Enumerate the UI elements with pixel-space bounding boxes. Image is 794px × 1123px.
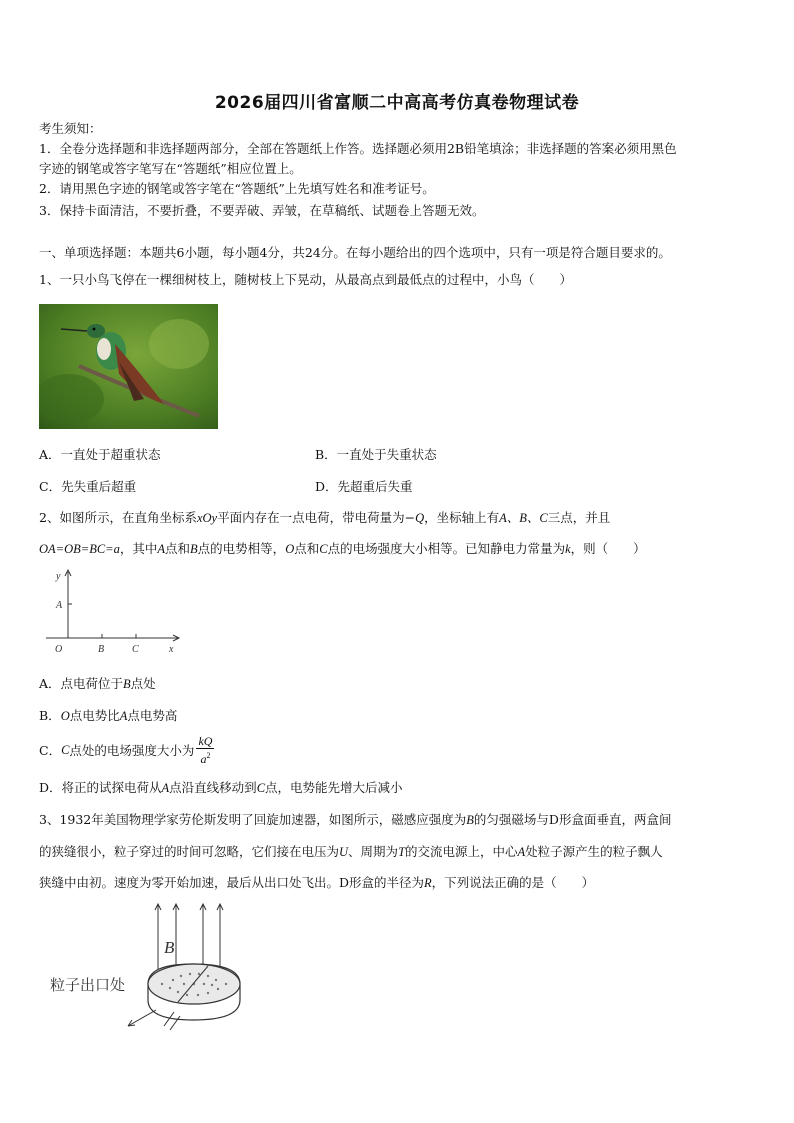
magnetic-field-label: B xyxy=(164,938,175,957)
question-1-stem: 1、一只小鸟飞停在一棵细树枝上，随树枝上下晃动，从最高点到最低点的过程中，小鸟（ ） xyxy=(39,272,572,287)
point-b-label: B xyxy=(98,644,105,655)
particle-exit-label: 粒子出口处 xyxy=(50,978,126,994)
field-strength-fraction: $\frac{kQ}{a^2}$ xyxy=(198,733,213,766)
y-label: y xyxy=(56,571,61,582)
q1-option-c: C．先失重后超重 xyxy=(39,479,137,494)
q2-option-a: A．点电荷位于B点处 xyxy=(39,676,156,691)
q2-option-b: B．O点电势比A点电势高 xyxy=(39,708,178,723)
question-3-line-2: 的狭缝很小，粒子穿过的时间可忽略，它们接在电压为U、周期为T的交流电源上，中心A处粒子源产生的粒子飘人 xyxy=(39,844,663,859)
question-3-line-3: 狭缝中由初。速度为零开始加速，最后从出口处飞出。D形盒的半径为R，下列说法正确的是（ ） xyxy=(39,875,595,890)
hummingbird-photo xyxy=(39,304,218,429)
page-title: 2026届四川省富顺二中高高考仿真卷物理试卷 xyxy=(214,93,580,113)
q2-option-c: C． C 点处的电场强度大小为 $\frac{kQ}{a^2}$ xyxy=(39,733,213,766)
q1-option-b: B．一直处于失重状态 xyxy=(315,447,437,462)
notice-item: 2．请用黑色字迹的钢笔或答字笔在“答题纸”上先填写姓名和准考证号。 xyxy=(39,181,435,196)
q2-option-d: D．将正的试探电荷从A点沿直线移动到C点，电势能先增大后减小 xyxy=(39,780,403,795)
point-a-label: A xyxy=(56,600,63,611)
notice-item: 1．全卷分选择题和非选择题两部分，全部在答题纸上作答。选择题必须用2B铅笔填涂；非选择题的答案必须用黑色 xyxy=(39,141,677,156)
section-heading: 一、单项选择题：本题共6小题，每小题4分，共24分。在每小题给出的四个选项中，只有一项是符合题目要求的。 xyxy=(39,245,671,260)
notice-item: 3．保持卡面清洁，不要折叠，不要弄破、弄皱，在草稿纸、试题卷上答题无效。 xyxy=(39,203,485,218)
notice-item: 字迹的钢笔或答字笔写在“答题纸”相应位置上。 xyxy=(39,161,302,176)
origin-label: O xyxy=(55,644,63,655)
point-c-label: C xyxy=(132,644,139,655)
q1-option-a: A．一直处于超重状态 xyxy=(39,447,161,462)
question-2-line-1: 2、如图所示，在直角坐标系xOy平面内存在一点电荷，带电荷量为−Q，坐标轴上有A、B、C三点，并且 xyxy=(39,510,611,525)
question-3-line-1: 3、1932年美国物理学家劳伦斯发明了回旋加速器，如图所示，磁感应强度为B的匀强磁场与D形盒面垂直，两盒间 xyxy=(39,812,672,827)
notice-heading: 考生须知： xyxy=(39,121,102,136)
question-2-line-2: OA=OB=BC=a，其中A点和B点的电势相等，O点和C点的电场强度大小相等。已知静电力常量为k，则（ ） xyxy=(39,541,646,556)
x-label: x xyxy=(169,644,174,655)
q1-option-d: D．先超重后失重 xyxy=(315,479,413,494)
cyclotron-figure xyxy=(48,900,248,1040)
coordinate-figure xyxy=(42,566,187,658)
